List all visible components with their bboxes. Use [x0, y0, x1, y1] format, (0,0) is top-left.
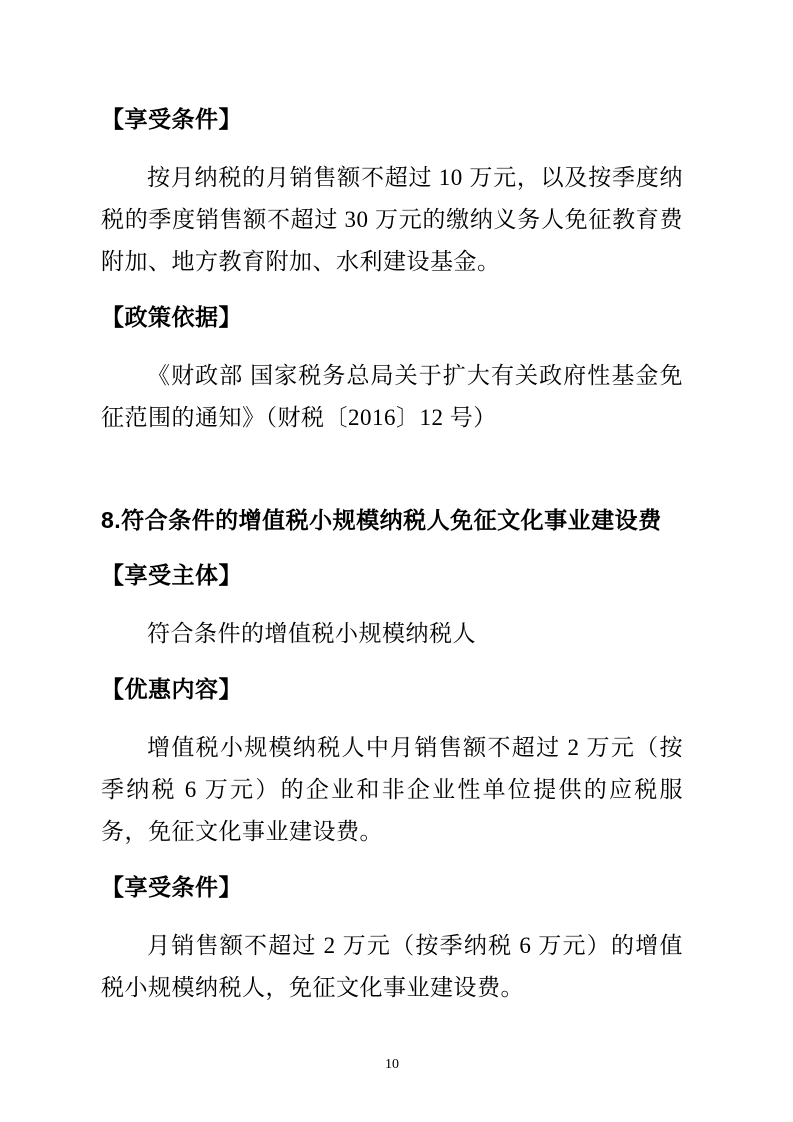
paragraph-preferential-content: 增值税小规模纳税人中月销售额不超过 2 万元（按季纳税 6 万元）的企业和非企业性单位提供的应税服务，免征文化事业建设费。	[101, 735, 683, 844]
paragraph-enjoy-subject: 符合条件的增值税小规模纳税人	[147, 621, 476, 646]
page-number: 10	[385, 1057, 399, 1072]
section-heading-enjoy-subject: 【享受主体】	[101, 562, 242, 588]
paragraph-conditions-2: 月销售额不超过 2 万元（按季纳税 6 万元）的增值税小规模纳税人，免征文化事业建设费。	[101, 933, 683, 1000]
section-heading-enjoy-conditions-2: 【享受条件】	[101, 874, 242, 900]
numbered-section-title-8: 8.符合条件的增值税小规模纳税人免征文化事业建设费	[101, 507, 662, 533]
paragraph-conditions-1: 按月纳税的月销售额不超过 10 万元，以及按季度纳税的季度销售额不超过 30 万元的缴纳义务人免征教育费附加、地方教育附加、水利建设基金。	[101, 165, 683, 274]
paragraph-policy-basis: 《财政部 国家税务总局关于扩大有关政府性基金免征范围的通知》（财税〔2016〕12 号）	[101, 363, 683, 430]
section-heading-policy-basis: 【政策依据】	[101, 304, 242, 330]
section-heading-preferential-content: 【优惠内容】	[101, 676, 242, 702]
section-heading-enjoy-conditions-1: 【享受条件】	[101, 106, 242, 132]
